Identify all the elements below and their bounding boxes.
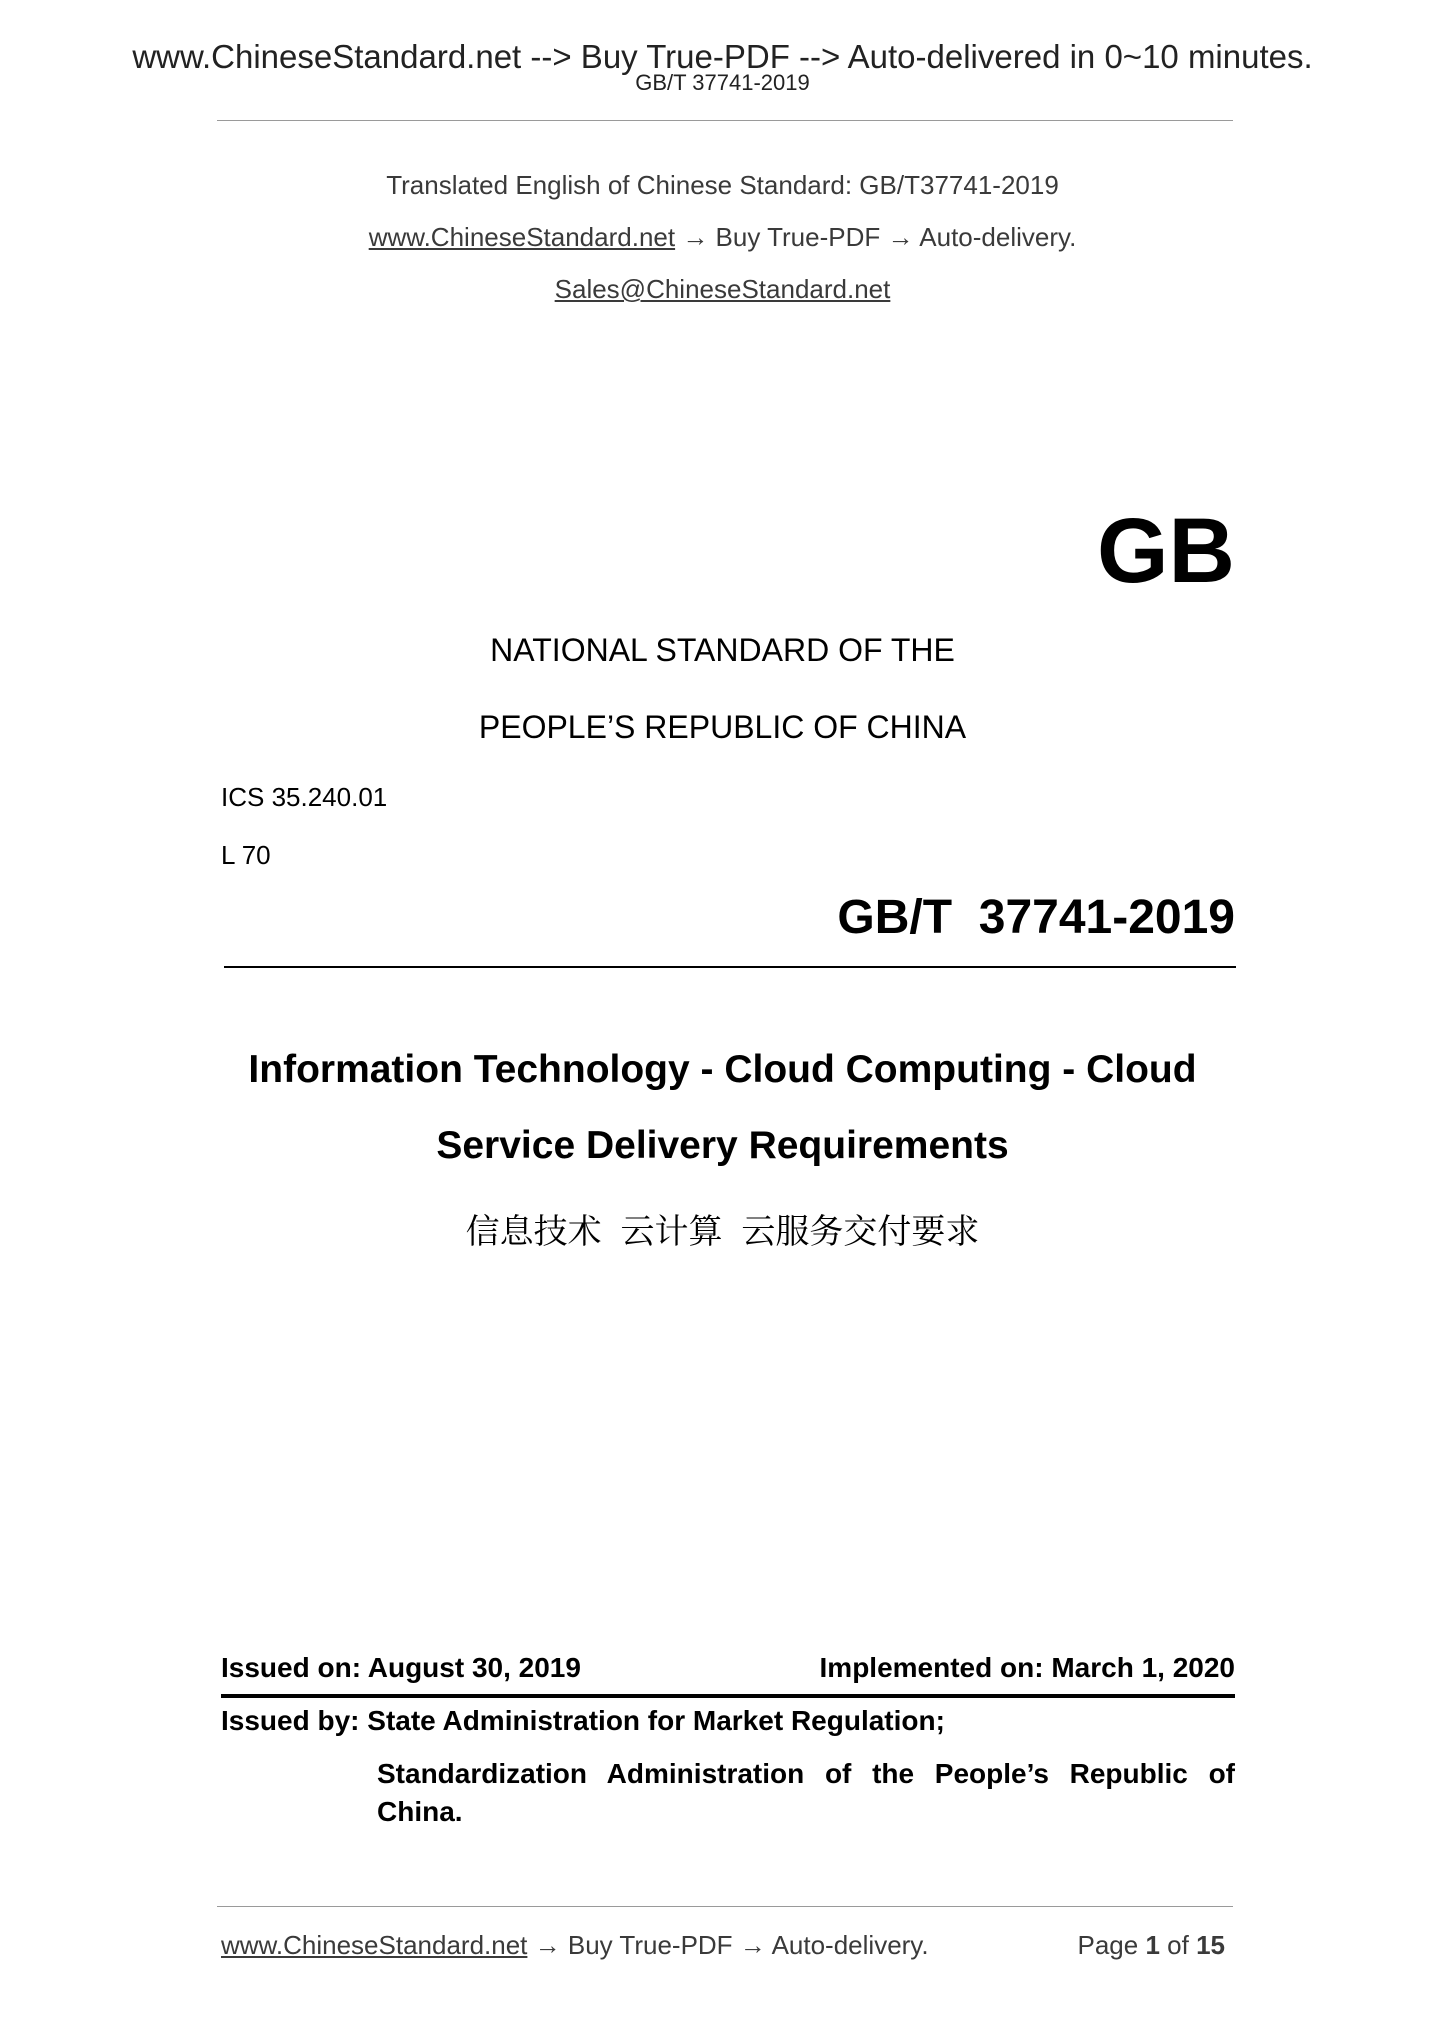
issued-by-line3: China.	[377, 1796, 463, 1827]
issued-by: Issued by: State Administration for Market Regulation;	[221, 1705, 945, 1736]
site-suffix: → Buy True-PDF → Auto-delivery.	[675, 222, 1077, 252]
ics-code: ICS 35.240.01	[221, 782, 388, 812]
implemented-on: Implemented on: March 1, 2020	[819, 1652, 1235, 1683]
issued-on: Issued on: August 30, 2019	[221, 1652, 581, 1683]
gb-logo: GB	[1097, 500, 1235, 602]
title-cn: 信息技术 云计算 云服务交付要求	[465, 1213, 980, 1251]
email-line	[0, 274, 1445, 305]
issued-by-line2: Standardization Administration of the People’s Republic of	[377, 1758, 1235, 1789]
email-link[interactable]: Sales@ChineseStandard.net	[554, 274, 891, 304]
issue-rule	[221, 1694, 1235, 1698]
footer-site-line	[221, 1930, 929, 1961]
translation-site-line	[0, 222, 1445, 253]
page-number: 1	[1145, 1930, 1160, 1960]
l-code: L 70	[221, 840, 271, 870]
header-rule	[217, 120, 1233, 121]
page-indicator	[1077, 1930, 1225, 1961]
top-banner: www.ChineseStandard.net --> Buy True-PDF --> Auto-delivered in 0~10 minutes.	[132, 38, 1313, 75]
standard-number: GB/T 37741-2019	[837, 891, 1235, 944]
footer-site-link[interactable]: www.ChineseStandard.net	[221, 1930, 528, 1960]
title-en-line2: Service Delivery Requirements	[436, 1124, 1009, 1167]
title-en-line1: Information Technology - Cloud Computing - Cloud	[248, 1048, 1197, 1091]
title-rule	[224, 966, 1236, 968]
national-standard-line1: NATIONAL STANDARD OF THE	[490, 632, 955, 668]
footer-suffix: → Buy True-PDF → Auto-delivery.	[527, 1930, 929, 1960]
running-header: GB/T 37741-2019	[635, 70, 810, 95]
of-label: of	[1167, 1930, 1189, 1960]
site-link[interactable]: www.ChineseStandard.net	[368, 222, 676, 252]
translation-line: Translated English of Chinese Standard: GB/T37741-2019	[386, 170, 1059, 200]
page-label: Page	[1077, 1930, 1139, 1960]
page-total: 15	[1196, 1930, 1225, 1960]
footer-rule	[217, 1906, 1233, 1907]
national-standard-line2: PEOPLE’S REPUBLIC OF CHINA	[478, 709, 967, 745]
